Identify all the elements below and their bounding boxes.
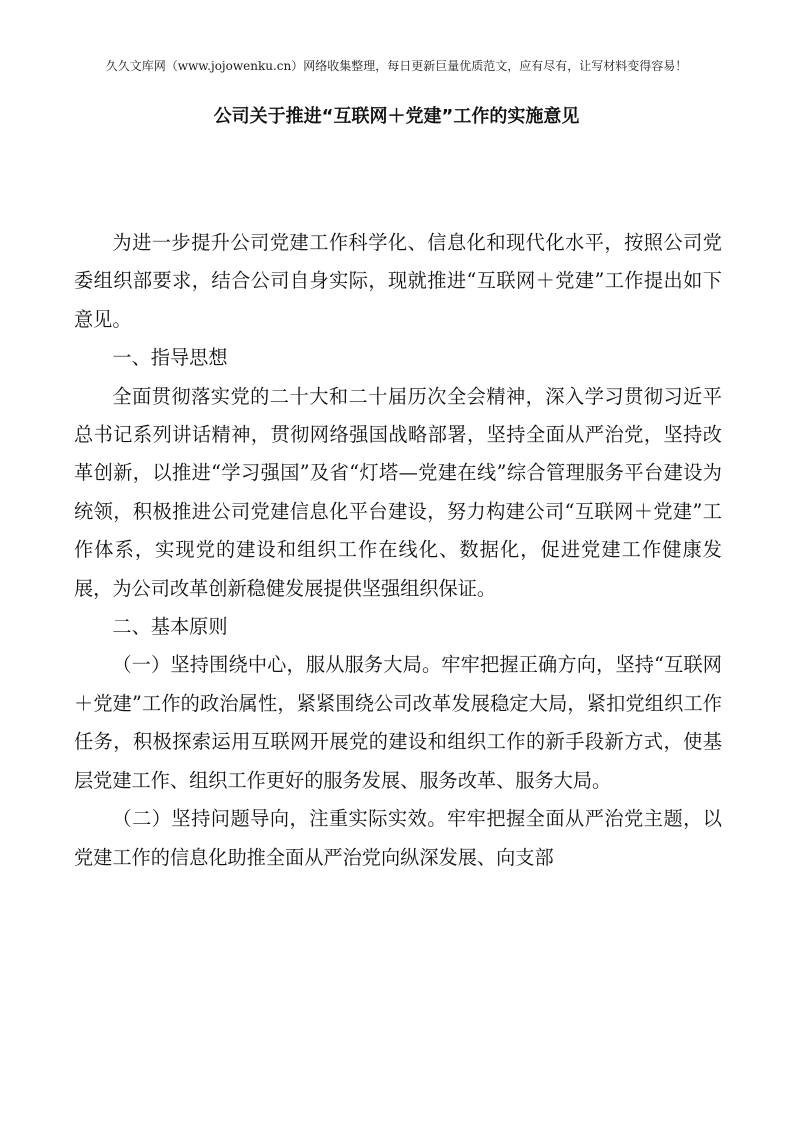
section-heading-guiding-ideology: 一、指导思想 — [112, 346, 228, 370]
section-heading-basic-principles: 二、基本原则 — [112, 615, 228, 639]
principle-1-paragraph: （一）坚持围绕中心，服从服务大局。牢牢把握正确方向，坚持“互联网＋党建”工作的政治属性，紧紧围绕公司改革发展稳定大局，紧扣党组织工作任务，积极探索运用互联网开展党的建设和组织工作的新手段新方式，使基层党建工作、组织工作更好的服务发展、服务改革、服务大局。 — [74, 653, 722, 792]
intro-paragraph: 为进一步提升公司党建工作科学化、信息化和现代化水平，按照公司党委组织部要求，结合公司自身实际，现就推进“互联网＋党建”工作提出如下意见。 — [74, 231, 722, 331]
principle-2-paragraph: （二）坚持问题导向，注重实际实效。牢牢把握全面从严治党主题，以党建工作的信息化助推全面从严治党向纵深发展、向支部 — [74, 807, 722, 869]
document-title: 公司关于推进“互联网＋党建”工作的实施意见 — [213, 106, 580, 127]
guiding-ideology-paragraph: 全面贯彻落实党的二十大和二十届历次全会精神，深入学习贯彻习近平总书记系列讲话精神，贯彻网络强国战略部署，坚持全面从严治党，坚持改革创新，以推进“学习强国”及省“灯塔—党建在线”综合管理服务平台建设为统领，积极推进公司党建信息化平台建设，努力构建公司“互联网＋党建”工作体系，实现党的建设和组织工作在线化、数据化，促进党建工作健康发展，为公司改革创新稳健发展提供坚强组织保证。 — [74, 384, 722, 600]
document-body — [74, 224, 722, 877]
site-header-note: 久久文库网（www.jojowenku.cn）网络收集整理，每日更新巨量优质范文，应有尽有，让写材料变得容易！ — [105, 59, 688, 73]
